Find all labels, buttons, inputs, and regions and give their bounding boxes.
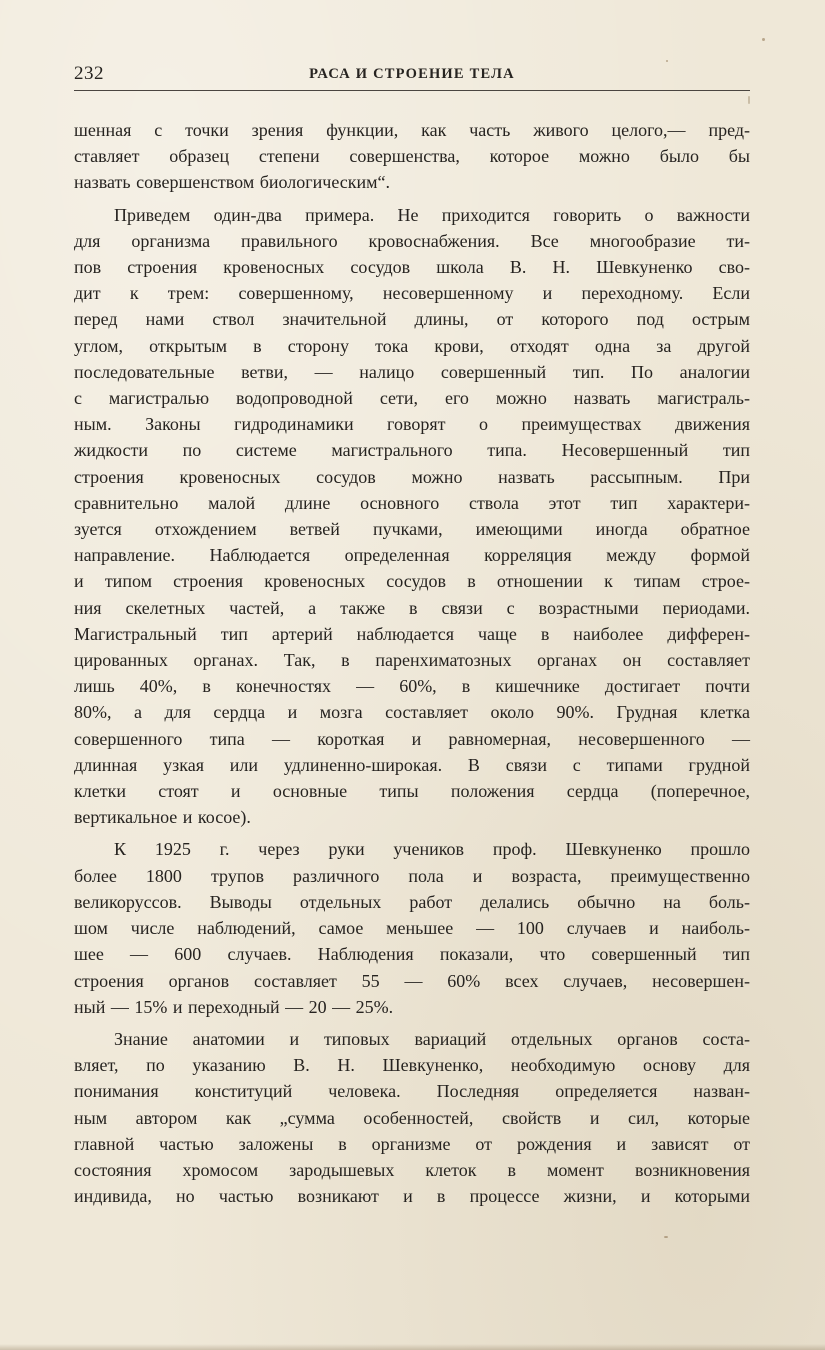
text-line: ния скелетных частей, а также в связи с возрастными периодами. xyxy=(74,597,750,618)
paper-speck xyxy=(762,38,765,41)
text-line: лишь 40%, в конечностях — 60%, в кишечнике достигает почти xyxy=(74,676,750,697)
paper-speck xyxy=(664,1236,668,1238)
text-line: шом числе наблюдений, самое меньшее — 100 случаев и наиболь- xyxy=(74,918,750,939)
text-line: углом, открытым в сторону тока крови, отходят одна за другой xyxy=(74,335,750,356)
text-line: ный — 15% и переходный — 20 — 25%. xyxy=(74,996,394,1017)
text-line: и типом строения кровеносных сосудов в отношении к типам строе- xyxy=(74,571,750,592)
paper-speck xyxy=(666,60,668,62)
text-line: К 1925 г. через руки учеников проф. Шевкуненко прошло xyxy=(114,839,750,860)
text-line: совершенного типа — короткая и равномерная, несовершенного — xyxy=(74,728,750,749)
text-line: назвать совершенством биологическим“. xyxy=(74,172,391,193)
text-line: перед нами ствол значительной длины, от которого под острым xyxy=(74,309,750,330)
text-line: Знание анатомии и типовых вариаций отдельных органов соста- xyxy=(114,1028,750,1049)
text-line: сравнительно малой длине основного ствола этот тип характери- xyxy=(74,492,750,513)
text-line: вляет, по указанию В. Н. Шевкуненко, необходимую основу для xyxy=(74,1055,750,1076)
text-line: ным автором как „сумма особенностей, свойств и сил, которые xyxy=(74,1107,750,1128)
text-line: с магистралью водопроводной сети, его можно назвать магистраль- xyxy=(74,388,750,409)
paragraph xyxy=(74,1026,750,1209)
text-line: более 1800 трупов различного пола и возраста, преимущественно xyxy=(74,865,750,886)
body-text xyxy=(74,117,750,1209)
text-line: длинная узкая или удлиненно-широкая. В связи с типами грудной xyxy=(74,754,750,775)
text-line: состояния хромосом зародышевых клеток в момент возникновения xyxy=(74,1159,750,1180)
paper-speck xyxy=(748,96,750,104)
text-line: шенная с точки зрения функции, как часть живого целого,— пред- xyxy=(74,120,750,140)
paragraph xyxy=(74,117,750,196)
text-line: пов строения кровеносных сосудов школа В. Н. Шевкуненко сво- xyxy=(74,257,750,278)
text-line: главной частью заложены в организме от рождения и зависят от xyxy=(74,1133,750,1154)
text-line: понимания конституций человека. Последняя определяется назван- xyxy=(74,1081,750,1102)
running-title: РАСА И СТРОЕНИЕ ТЕЛА xyxy=(309,66,515,82)
text-line: зуется отхождением ветвей пучками, имеющими иногда обратное xyxy=(74,519,750,540)
text-line: 80%, а для сердца и мозга составляет около 90%. Грудная клетка xyxy=(74,702,750,723)
page-number: 232 xyxy=(74,63,104,84)
text-line: ставляет образец степени совершенства, которое можно было бы xyxy=(74,146,750,167)
paragraph xyxy=(74,202,750,831)
page-edge-shadow xyxy=(0,1344,825,1350)
text-line: для организма правильного кровоснабжения. Все многообразие ти- xyxy=(74,230,750,251)
text-line: Приведем один-два примера. Не приходится говорить о важности xyxy=(114,204,750,225)
text-line: Магистральный тип артерий наблюдается чаще в наиболее дифферен- xyxy=(74,623,750,644)
paragraph xyxy=(74,836,750,1019)
text-line: строения органов составляет 55 — 60% всех случаев, несовершен- xyxy=(74,970,750,991)
text-line: великоруссов. Выводы отдельных работ делались обычно на боль- xyxy=(74,891,750,912)
running-header xyxy=(74,62,750,91)
text-line: вертикальное и косое). xyxy=(74,807,251,828)
text-line: направление. Наблюдается определенная корреляция между формой xyxy=(74,545,750,566)
text-line: строения кровеносных сосудов можно назвать рассыпным. При xyxy=(74,466,750,487)
text-line: клетки стоят и основные типы положения сердца (поперечное, xyxy=(74,781,750,802)
text-line: последовательные ветви, — налицо совершенный тип. По аналогии xyxy=(74,361,750,382)
text-line: ным. Законы гидродинамики говорят о преимуществах движения xyxy=(74,414,750,435)
text-line: цированных органах. Так, в паренхиматозных органах он составляет xyxy=(74,650,750,671)
text-line: жидкости по системе магистрального типа. Несовершенный тип xyxy=(74,440,750,461)
text-line: дит к трем: совершенному, несовершенному и переходному. Если xyxy=(74,283,750,304)
text-line: индивида, но частью возникают и в процессе жизни, и которыми xyxy=(74,1186,750,1207)
text-line: шее — 600 случаев. Наблюдения показали, что совершенный тип xyxy=(74,944,750,965)
